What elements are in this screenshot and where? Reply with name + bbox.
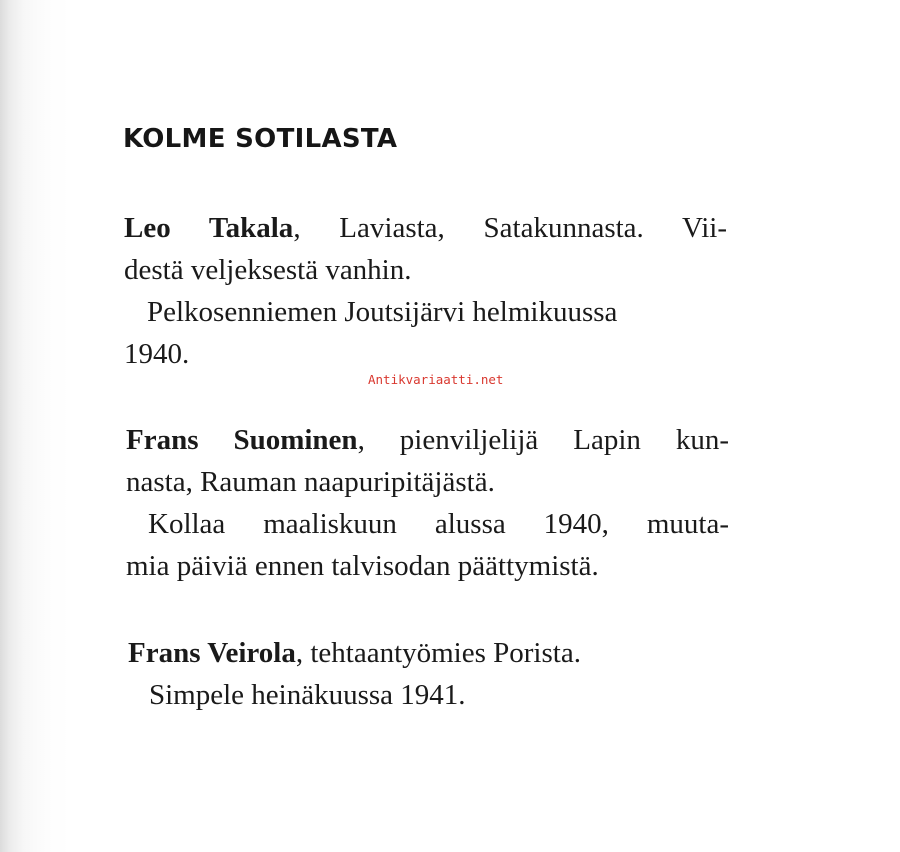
entry-1-line-1 [124,214,727,243]
entry-2-name: Frans Suominen [126,424,358,456]
entry-2-line-2: nasta, Rauman naapuripitäjästä. [126,466,495,498]
entry-3-text: , tehtaantyömies Porista. [295,637,581,669]
entry-1-line-2: destä veljeksestä vanhin. [124,254,412,286]
entry-1-text: , Laviasta, Satakunnasta. Vii- [293,212,727,244]
entry-2-line-4: mia päiviä ennen talvisodan päättymistä. [126,550,599,582]
entry-2-text: , pienviljelijä Lapin kun- [357,424,729,456]
entry-3-line-2: Simpele heinäkuussa 1941. [149,679,466,711]
watermark: Antikvariaatti.net [368,372,504,387]
entry-3-line-1 [128,639,581,668]
entry-3-name: Frans Veirola [128,637,296,669]
page-title: KOLME SOTILASTA [123,124,398,154]
entry-2-line-3: Kollaa maaliskuun alussa 1940, muuta- [148,508,729,540]
entry-1-line-4: 1940. [124,338,190,370]
entry-2-line-1 [126,426,729,455]
entry-1-line-3: Pelkosenniemen Joutsijärvi helmikuussa [147,296,618,328]
entry-1-name: Leo Takala [124,212,294,244]
